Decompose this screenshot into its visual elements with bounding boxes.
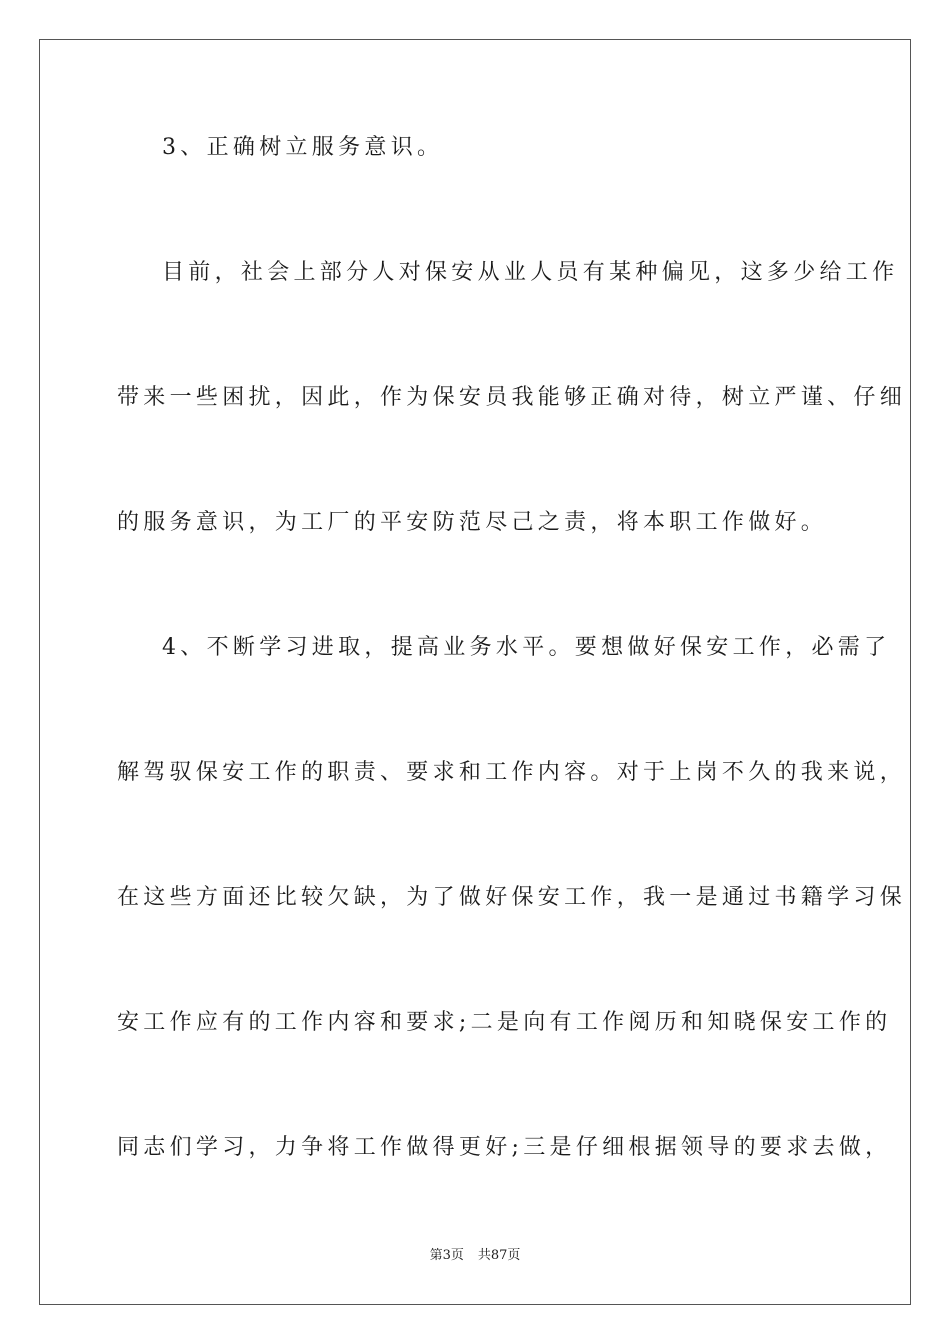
paragraph-line: 4、不断学习进取，提高业务水平。要想做好保安工作，必需了 [162,635,891,660]
page-number: 第3页 [429,1248,464,1263]
paragraph-line: 解驾驭保安工作的职责、要求和工作内容。对于上岗不久的我来说， [117,760,907,785]
paragraph-line: 带来一些困扰，因此，作为保安员我能够正确对待，树立严谨、仔细 [117,385,907,410]
paragraph-line: 安工作应有的工作内容和要求;二是向有工作阅历和知晓保安工作的 [117,1010,892,1035]
paragraph-line: 的服务意识，为工厂的平安防范尽己之责，将本职工作做好。 [117,510,828,535]
paragraph-line: 目前，社会上部分人对保安从业人员有某种偏见，这多少给工作 [162,260,899,285]
paragraph-line: 同志们学习，力争将工作做得更好;三是仔细根据领导的要求去做， [117,1135,892,1160]
page-frame [39,39,911,1305]
page-total: 共87页 [477,1248,521,1263]
paragraph-line: 在这些方面还比较欠缺，为了做好保安工作，我一是通过书籍学习保 [117,885,907,910]
paragraph-line: 3、正确树立服务意识。 [162,135,444,160]
page-footer [0,1247,950,1265]
